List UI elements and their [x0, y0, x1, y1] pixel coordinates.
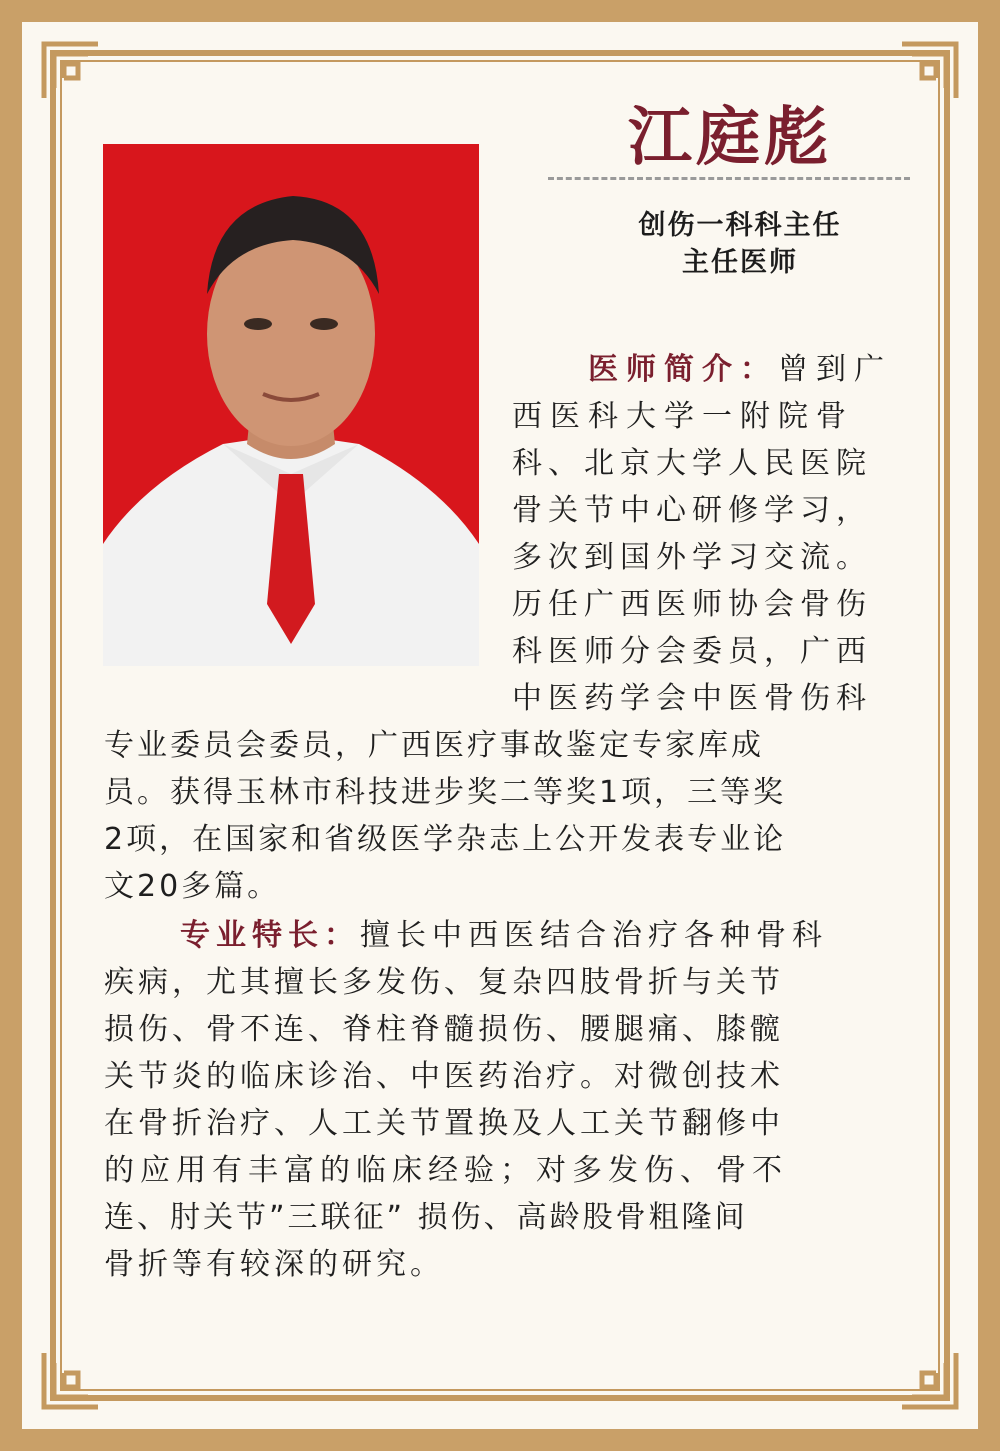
doctor-position: 创伤一科科主任 — [638, 210, 842, 241]
intro-line: 中医药学会中医骨伤科 — [512, 681, 872, 716]
specialty-line: 关节炎的临床诊治、中医药治疗。对微创技术 — [104, 1059, 784, 1094]
intro-heading: 医师简介： — [588, 352, 778, 387]
specialty-line — [180, 916, 828, 956]
corner-ornament-icon — [898, 40, 960, 102]
intro-line: 西医科大学一附院骨 — [512, 399, 854, 434]
doctor-name: 江庭彪 — [628, 100, 832, 175]
specialty-text: 擅长中西医结合治疗各种骨科 — [360, 918, 828, 953]
specialty-line: 骨折等有较深的研究。 — [104, 1247, 444, 1282]
corner-ornament-icon — [898, 1349, 960, 1411]
specialty-line: 损伤、骨不连、脊柱脊髓损伤、腰腿痛、膝髋 — [104, 1012, 784, 1047]
specialty-line: 的应用有丰富的临床经验；对多发伤、骨不 — [104, 1153, 788, 1188]
dashed-divider — [548, 177, 910, 180]
intro-line: 骨关节中心研修学习， — [512, 493, 872, 528]
doctor-portrait — [103, 144, 479, 666]
intro-line: 多次到国外学习交流。 — [512, 540, 872, 575]
intro-line — [588, 350, 892, 390]
specialty-line: 在骨折治疗、人工关节置换及人工关节翻修中 — [104, 1106, 784, 1141]
intro-line: 文20多篇。 — [104, 869, 281, 904]
intro-line: 2项，在国家和省级医学杂志上公开发表专业论 — [104, 822, 787, 857]
corner-ornament-icon — [40, 40, 102, 102]
intro-line: 专业委员会委员，广西医疗事故鉴定专家库成 — [104, 728, 764, 763]
doctor-title: 主任医师 — [682, 247, 798, 278]
intro-line: 科、北京大学人民医院 — [512, 446, 872, 481]
corner-ornament-icon — [40, 1349, 102, 1411]
intro-line: 历任广西医师协会骨伤 — [512, 587, 872, 622]
intro-text: 曾到广 — [778, 352, 892, 387]
specialty-line: 疾病，尤其擅长多发伤、复杂四肢骨折与关节 — [104, 965, 784, 1000]
specialty-line: 连、肘关节”三联征” 损伤、高龄股骨粗隆间 — [104, 1200, 748, 1235]
intro-line: 员。获得玉林市科技进步奖二等奖1项，三等奖 — [104, 775, 787, 810]
intro-line: 科医师分会委员，广西 — [512, 634, 872, 669]
specialty-heading: 专业特长： — [180, 918, 360, 953]
